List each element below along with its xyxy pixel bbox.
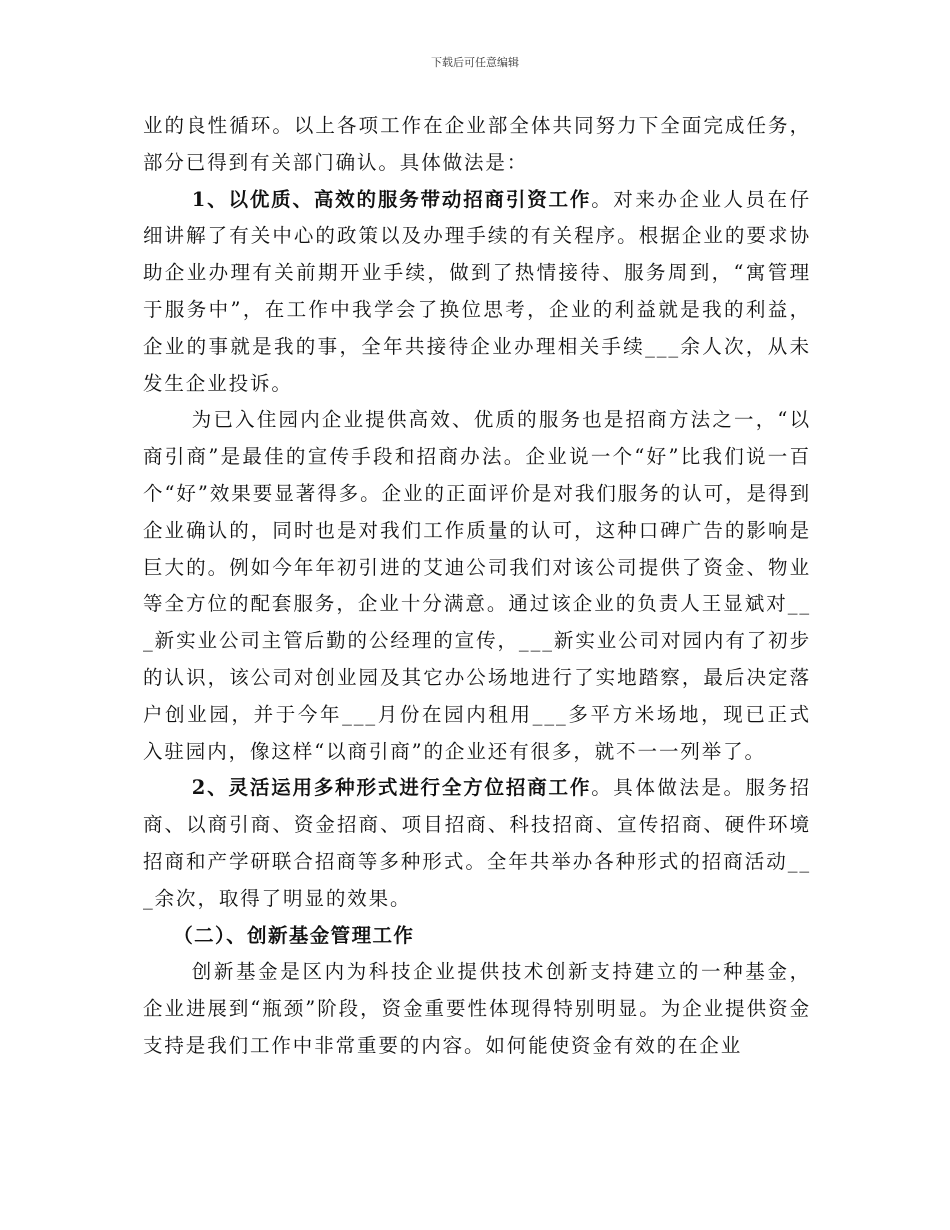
subheading-flexible-investment: 2、灵活运用多种形式进行全方位招商工作 <box>191 776 592 800</box>
subheading-service-investment: 1、以优质、高效的服务带动招商引资工作 <box>191 187 592 211</box>
paragraph-innovation-fund: 创新基金是区内为科技企业提供技术创新支持建立的一种基金，企业进展到“瓶颈”阶段，资金重要性体现得特别明显。为企业提供资金支持是我们工作中非常重要的内容。如何能使资金有效的在企业 <box>143 960 811 1057</box>
paragraph-business-referral: 为已入住园内企业提供高效、优质的服务也是招商方法之一，“以商引商”是最佳的宣传手段和招商办法。企业说一个“好”比我们说一百个“好”效果要显著得多。企业的正面评价是对我们服务的认可，是得到企业确认的，同时也是对我们工作质量的认可，这种口碑广告的影响是巨大的。例如今年年初引进的艾迪公司我们对该公司提供了资金、物业等全方位的配套服务，企业十分满意。通过该企业的负责人王显斌对___新实业公司主管后勤的公经理的宣传，___新实业公司对园内有了初步的认识，该公司对创业园及其它办公场地进行了实地踏察，最后决定落户创业园，并于今年___月份在园内租用___多平方米场地，现已正式入驻园内，像这样“以商引商”的企业还有很多，就不一一列举了。 <box>143 408 811 763</box>
paragraph-intro: 业的良性循环。以上各项工作在企业部全体共同努力下全面完成任务，部分已得到有关部门确认。具体做法是： <box>143 114 811 174</box>
paragraph-flexible-investment-body: 。具体做法是。服务招商、以商引商、资金招商、项目招商、科技招商、宣传招商、硬件环境招商和产学研联合招商等多种形式。全年共举办各种形式的招商活动___余次，取得了明显的效果。 <box>143 776 811 910</box>
section-heading-innovation-fund: （二）、创新基金管理工作 <box>173 923 415 947</box>
document-body <box>143 108 811 1065</box>
paragraph-service-investment <box>143 182 811 403</box>
paragraph-flexible-investment <box>143 770 811 917</box>
page-header: 下载后可任意编辑 <box>431 56 519 69</box>
paragraph-service-investment-body: 。对来办企业人员在仔细讲解了有关中心的政策以及办理手续的有关程序。根据企业的要求协助企业办理有关前期开业手续，做到了热情接待、服务周到，“寓管理于服务中”，在工作中我学会了换位思考，企业的利益就是我的利益，企业的事就是我的事，全年共接待企业办理相关手续___余人次，从未发生企业投诉。 <box>143 187 811 395</box>
